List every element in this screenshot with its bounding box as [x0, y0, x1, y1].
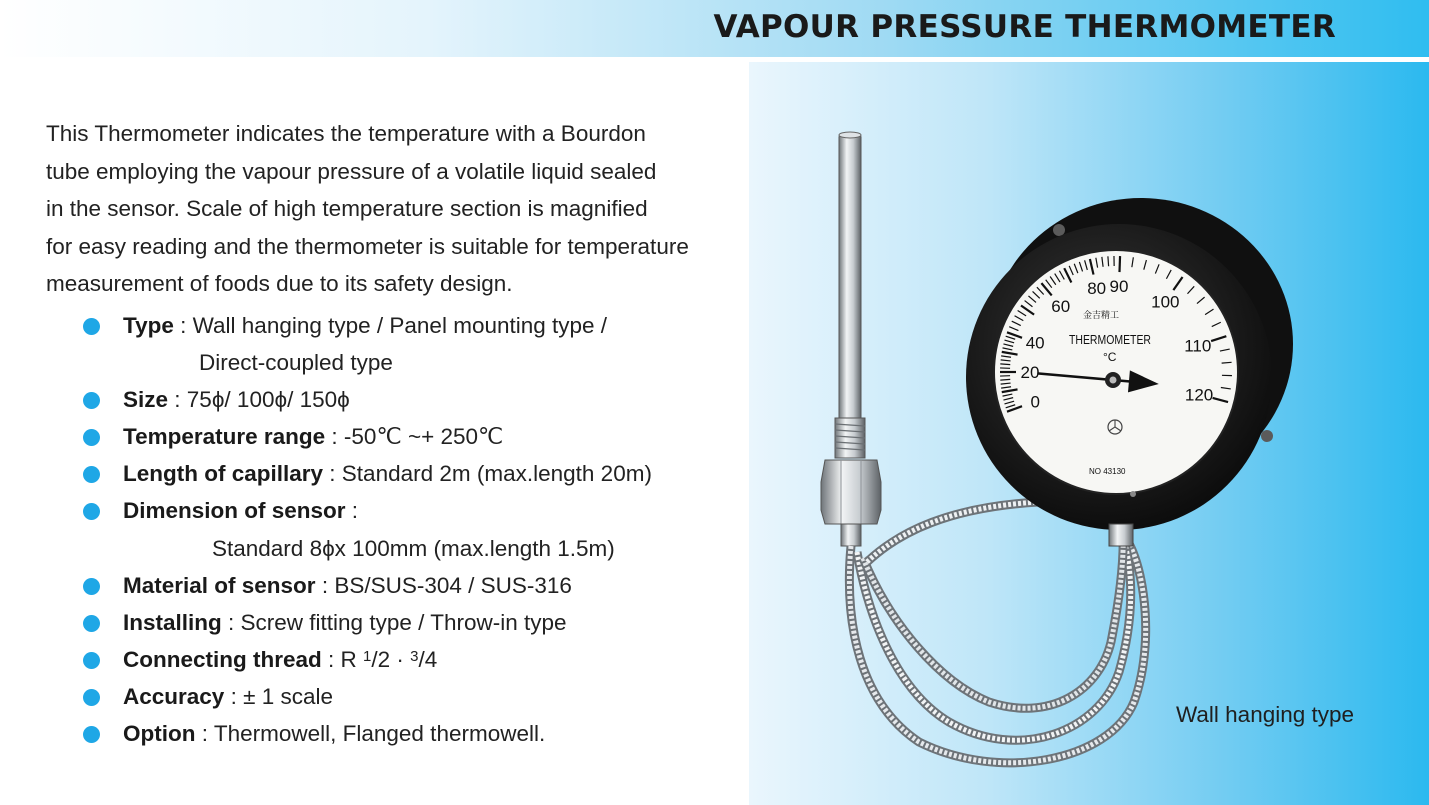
- product-panel: [749, 62, 1429, 805]
- dial-number: 20: [1020, 363, 1040, 382]
- spec-separator: :: [315, 572, 335, 598]
- spec-label: Length of capillary: [123, 461, 324, 487]
- dial-number: 110: [1184, 336, 1212, 356]
- spec-value: Standard 2m (max.length 20m): [341, 461, 652, 487]
- spec-separator: :: [168, 387, 187, 413]
- dial-number: 120: [1184, 385, 1214, 405]
- intro-line: tube employing the vapour pressure of a volatile liquid sealed: [46, 158, 657, 184]
- spec-value: BS/SUS-304 / SUS-316: [334, 572, 572, 598]
- spec-label: Accuracy: [123, 683, 225, 709]
- case-screw-icon: [1130, 491, 1136, 497]
- dial-number: 60: [1051, 297, 1071, 317]
- dial-number: 40: [1025, 333, 1045, 353]
- spec-separator: :: [224, 683, 244, 709]
- spec-value-prefix: R: [340, 646, 364, 672]
- flange-screw-icon: [1261, 430, 1273, 442]
- bullet-icon: [83, 615, 100, 632]
- bullet-icon: [83, 578, 100, 595]
- dial-serial: NO 43130: [1089, 467, 1126, 476]
- intro-line: measurement of foods due to its safety design.: [46, 271, 513, 296]
- spec-value: -50℃ ~+ 250℃: [343, 424, 504, 450]
- dial-number: 90: [1109, 277, 1129, 297]
- thermometer-illustration: [749, 62, 1429, 805]
- dial-number: 100: [1151, 292, 1180, 312]
- spec-label: Temperature range: [123, 424, 326, 450]
- bullet-icon: [83, 466, 100, 483]
- sensor-rod: [839, 134, 861, 430]
- dial-tick: [1222, 362, 1232, 363]
- spec-separator: :: [321, 646, 341, 672]
- spec-value: Screw fitting type / Throw-in type: [240, 609, 567, 635]
- fraction-numerator: 1: [363, 647, 372, 665]
- fraction-numerator: 3: [410, 647, 419, 665]
- spec-label: Type: [123, 313, 174, 338]
- spec-label: Option: [123, 721, 196, 747]
- spec-sensor-material: [82, 567, 652, 604]
- flange-screw-icon: [1053, 224, 1065, 236]
- spec-label: Dimension of sensor: [123, 498, 346, 524]
- spec-value-continued: Standard 8ϕx 100mm (max.length 1.5m): [212, 535, 615, 561]
- spec-separator: :: [345, 498, 359, 524]
- gauge-bottom-connector: [1109, 524, 1133, 546]
- dial-kanji: 金吉精工: [1083, 310, 1120, 320]
- spec-connecting-thread: [82, 641, 652, 678]
- spec-installing: [82, 604, 652, 641]
- capillary-coil: [849, 502, 1145, 763]
- dial-unit: °C: [1103, 350, 1117, 364]
- bullet-icon: [83, 429, 100, 446]
- spec-separator: :: [325, 424, 344, 450]
- dial-tick: [1119, 256, 1120, 272]
- intro-line: for easy reading and the thermometer is suitable for temperature: [46, 233, 689, 259]
- dial-tick: [1000, 379, 1010, 380]
- dial-brand: THERMOMETER: [1069, 332, 1151, 347]
- spec-list: [82, 307, 652, 752]
- page-title: VAPOUR PRESSURE THERMOMETER: [713, 9, 1336, 45]
- spec-label: Size: [123, 387, 169, 413]
- product-caption: Wall hanging type: [1176, 702, 1355, 727]
- spec-size: [82, 381, 652, 418]
- dial-number: 0: [1030, 392, 1040, 412]
- bullet-icon: [83, 726, 100, 743]
- spec-value: Wall hanging type / Panel mounting type /: [192, 313, 608, 338]
- spec-value: Thermowell, Flanged thermowell.: [213, 721, 546, 747]
- dial-tick: [1108, 256, 1109, 266]
- sensor-rod-tip: [839, 132, 861, 138]
- fraction-denominator: /4: [418, 646, 438, 672]
- spec-separator: :: [323, 461, 342, 487]
- spec-capillary-length: [82, 455, 652, 492]
- intro-line: This Thermometer indicates the temperature with a Bourdon: [46, 121, 646, 146]
- intro-line: in the sensor. Scale of high temperature section is magnified: [46, 196, 648, 221]
- spec-separator: :: [173, 313, 193, 338]
- dial-tick: [1000, 364, 1010, 365]
- spec-temperature-range: [82, 418, 652, 455]
- bullet-icon: [83, 318, 100, 335]
- bullet-icon: [83, 652, 100, 669]
- bullet-icon: [83, 503, 100, 520]
- spec-accuracy: [82, 678, 652, 715]
- spec-label: Material of sensor: [123, 572, 316, 598]
- spec-type: [82, 307, 652, 381]
- spec-value: ± 1 scale: [243, 683, 333, 709]
- spec-option: [82, 715, 652, 752]
- spec-sensor-dimension: [82, 492, 652, 566]
- spec-label: Installing: [123, 609, 222, 635]
- bullet-icon: [83, 392, 100, 409]
- dial-number: 80: [1087, 279, 1107, 299]
- spec-label: Connecting thread: [123, 646, 322, 672]
- spec-separator: :: [221, 609, 241, 635]
- bullet-icon: [83, 689, 100, 706]
- hex-nut: [821, 460, 881, 524]
- spec-value-continued: Direct-coupled type: [199, 350, 393, 376]
- spec-value: 75ϕ/ 100ϕ/ 150ϕ: [186, 387, 350, 413]
- fraction-denominator: /2 ·: [371, 646, 411, 672]
- spec-separator: :: [195, 721, 214, 747]
- intro-paragraph: [46, 115, 736, 303]
- description-panel: [0, 57, 749, 805]
- capillary-joint: [841, 524, 861, 546]
